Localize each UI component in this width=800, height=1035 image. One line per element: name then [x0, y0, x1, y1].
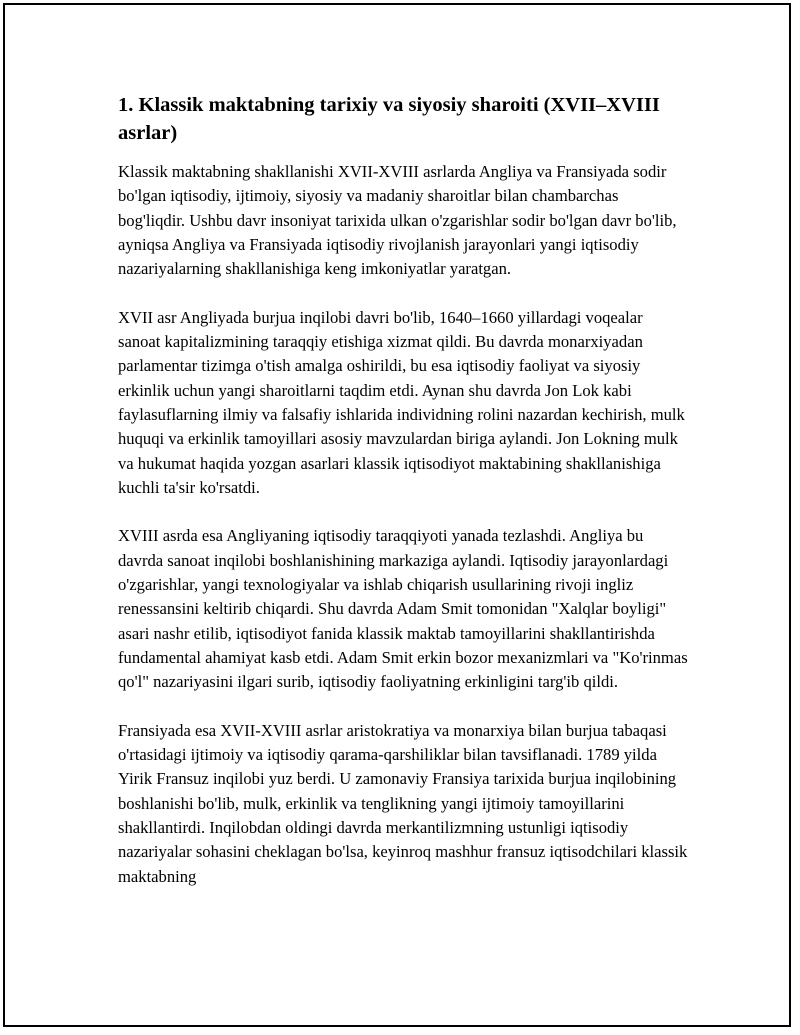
paragraph-1: Klassik maktabning shakllanishi XVII-XVIII asrlarda Angliya va Fransiyada sodir bo'lgan iqtisodiy, ijtimoiy, siyosiy va madaniy sharoitlar bilan chambarchas bog'liqdir. Ushbu davr insoniyat tarixida ulkan o'zgarishlar sodir bo'lgan davr bo'lib, ayniqsa Angliya va Fransiyada iqtisodiy rivojlanish jarayonlari yangi iqtisodiy nazariyalarning shakllanishiga keng imkoniyatlar yaratgan.	[118, 162, 677, 279]
section-heading: 1. Klassik maktabning tarixiy va siyosiy sharoiti (XVII–XVIII asrlar)	[118, 94, 660, 144]
paragraph-2: XVII asr Angliyada burjua inqilobi davri bo'lib, 1640–1660 yillardagi voqealar sanoat kapitalizmining taraqqiy etishiga xizmat qildi. Bu davrda monarxiyadan parlamentar tizimga o'tish amalga oshirildi, bu esa iqtisodiy faoliyat va siyosiy erkinlik uchun yangi sharoitlarni taqdim etdi. Aynan shu davrda Jon Lok kabi faylasuflarning ilmiy va falsafiy ishlarida individning rolini nazardan kechirish, mulk huquqi va erkinlik tamoyillari asosiy mavzulardan biriga aylandi. Jon Lokning mulk va hukumat haqida yozgan asarlari klassik iqtisodiyot maktabining shakllanishiga kuchli ta'sir ko'rsatdi.	[118, 307, 685, 497]
document-body	[118, 91, 688, 913]
paragraph-3: XVIII asrda esa Angliyaning iqtisodiy taraqqiyoti yanada tezlashdi. Angliya bu davrda sanoat inqilobi boshlanishining markaziga aylandi. Iqtisodiy jarayonlardagi o'zgarishlar, yangi texnologiyalar va ishlab chiqarish usullarining rivoji ingliz renessansini keltirib chiqardi. Shu davrda Adam Smit tomonidan "Xalqlar boyligi" asari nashr etilib, iqtisodiyot fanida klassik maktab tamoyillarini shakllantirishda fundamental ahamiyat kasb etdi. Adam Smit erkin bozor mexanizmlari va "Ko'rinmas qo'l" nazariyasini ilgari surib, iqtisodiy faoliyatning erkinligini targ'ib qildi.	[118, 526, 688, 692]
paragraph-4: Fransiyada esa XVII-XVIII asrlar aristokratiya va monarxiya bilan burjua tabaqasi o'rtasidagi ijtimoiy va iqtisodiy qarama-qarshiliklar bilan tavsiflanadi. 1789 yilda Yirik Fransuz inqilobi yuz berdi. U zamonaviy Fransiya tarixida burjua inqilobining boshlanishi bo'lib, mulk, erkinlik va tenglikning yangi ijtimoiy tamoyillarini shakllantirdi. Inqilobdan oldingi davrda merkantilizmning ustunligi iqtisodiy nazariyalar sohasini cheklagan bo'lsa, keyinroq mashhur fransuz iqtisodchilari klassik maktabning	[118, 720, 688, 886]
